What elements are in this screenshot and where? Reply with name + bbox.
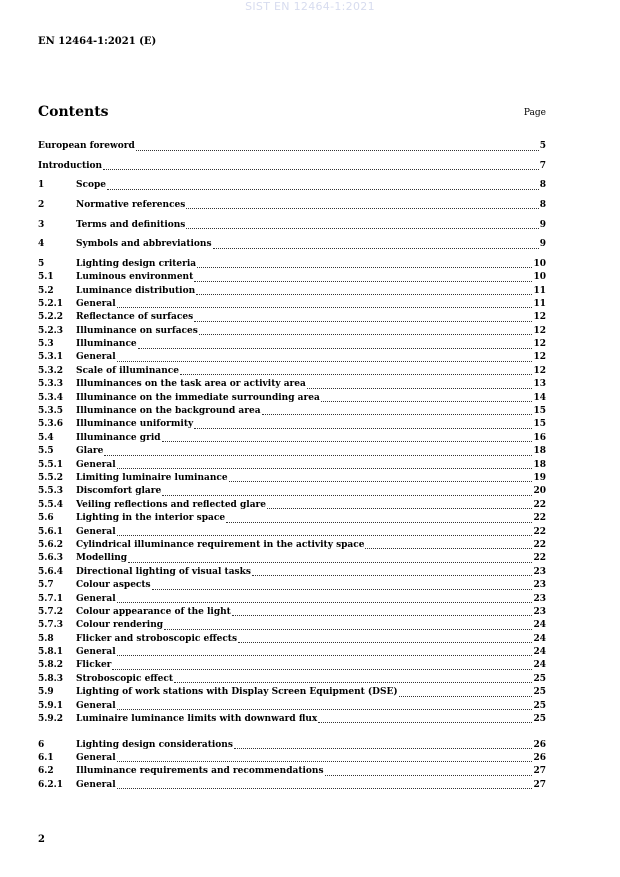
toc-entry-title: Luminaire luminance limits with downward flux [76, 714, 318, 725]
toc-entry-number: 5.8 [38, 633, 54, 644]
toc-entry-number: 5.2.3 [38, 325, 64, 336]
toc-entry-page: 9 [539, 219, 546, 230]
toc-entry-title: Stroboscopic effect [76, 673, 174, 684]
page-number: 2 [38, 834, 45, 845]
toc-entry-page: 5 [539, 141, 546, 152]
toc-entry-page: 24 [533, 647, 546, 658]
toc-entry-title: Flicker [76, 660, 112, 671]
toc-entry[interactable] [38, 779, 546, 792]
toc-entry-page: 20 [533, 486, 546, 497]
toc-entry-number: 5.8.1 [38, 647, 64, 658]
toc-entry-page: 27 [533, 766, 546, 777]
toc-dot-leader [117, 306, 533, 308]
toc-entry-number: 3 [38, 219, 45, 230]
toc-dot-leader [197, 266, 532, 268]
toc-entry-page: 9 [539, 239, 546, 250]
toc-entry[interactable] [38, 154, 546, 174]
toc-entry-page: 19 [533, 473, 546, 483]
toc-dot-leader [117, 601, 533, 603]
toc-entry[interactable] [38, 752, 546, 765]
toc-entry[interactable] [38, 232, 546, 252]
toc-entry-number: 6.1 [38, 753, 54, 764]
toc-entry-page: 23 [533, 566, 546, 577]
toc-dot-leader [174, 681, 532, 683]
toc-entry[interactable] [38, 405, 546, 418]
toc-entry[interactable] [38, 593, 546, 606]
toc-entry-number: 5.2 [38, 285, 54, 296]
toc-entry[interactable] [38, 418, 546, 431]
toc-entry[interactable] [38, 338, 546, 351]
toc-dot-leader [186, 207, 538, 209]
toc-entry-number: 5.1 [38, 272, 54, 283]
toc-entry-number: 5.9.1 [38, 700, 64, 711]
toc-dot-leader [117, 360, 533, 362]
toc-entry-title: Illuminances on the task area or activity area [76, 379, 306, 390]
toc-dot-leader [186, 227, 538, 229]
toc-entry[interactable] [38, 526, 546, 539]
toc-dot-leader [199, 333, 533, 335]
toc-dot-leader [164, 628, 532, 630]
toc-dot-leader [117, 760, 533, 762]
toc-dot-leader [117, 654, 533, 656]
toc-entry[interactable] [38, 472, 546, 485]
toc-entry-page: 26 [533, 739, 546, 750]
toc-entry-title: Illuminance requirements and recommendations [76, 766, 324, 777]
toc-entry-number: 4 [38, 239, 45, 250]
toc-entry[interactable] [38, 212, 546, 232]
toc-entry-title: Lighting design considerations [76, 739, 233, 750]
toc-entry[interactable] [38, 445, 546, 458]
toc-entry-number: 5.4 [38, 432, 54, 443]
toc-dot-leader [196, 293, 532, 295]
toc-entry-title: General [76, 459, 116, 470]
toc-entry-page: 18 [533, 446, 546, 457]
toc-entry-number: 5.6 [38, 513, 54, 524]
toc-entry[interactable] [38, 285, 546, 298]
toc-entry-number: 5.6.4 [38, 566, 64, 577]
toc-entry[interactable] [38, 193, 546, 213]
toc-entry-title: General [76, 298, 116, 309]
toc-entry[interactable] [38, 700, 546, 713]
toc-entry-title: Reflectance of surfaces [76, 312, 194, 323]
toc-dot-leader [238, 641, 532, 643]
toc-entry-page: 12 [533, 352, 546, 363]
toc-entry-number: 5.3.2 [38, 365, 64, 376]
table-of-contents [38, 134, 546, 792]
toc-entry-number: 5.2.2 [38, 312, 64, 323]
toc-entry[interactable] [38, 378, 546, 391]
toc-entry-number: 5.3 [38, 339, 54, 350]
toc-entry-title: General [76, 526, 116, 537]
toc-entry-number: 2 [38, 199, 45, 210]
toc-entry-number: 5.9.2 [38, 714, 64, 725]
toc-entry-page: 25 [533, 700, 546, 711]
toc-entry[interactable] [38, 686, 546, 699]
toc-dot-leader [162, 494, 532, 496]
toc-dot-leader [229, 480, 533, 482]
toc-dot-leader [307, 387, 533, 389]
toc-entry[interactable] [38, 633, 546, 646]
toc-entry-title: Lighting in the interior space [76, 513, 226, 524]
toc-entry-title: Veiling reflections and reflected glare [76, 499, 266, 510]
toc-entry-title: Flicker and stroboscopic effects [76, 633, 238, 644]
toc-entry-title: Illuminance [76, 339, 137, 350]
toc-entry-page: 25 [533, 687, 546, 698]
toc-entry-number: 5.3.1 [38, 352, 64, 363]
toc-entry[interactable] [38, 606, 546, 619]
toc-entry[interactable] [38, 713, 546, 726]
toc-entry[interactable] [38, 659, 546, 672]
toc-entry-title: Modelling [76, 553, 128, 564]
toc-entry-number: 5.8.3 [38, 673, 64, 684]
toc-entry-title: General [76, 700, 116, 711]
watermark-text: SIST EN 12464-1:2021 [245, 0, 375, 13]
toc-entry-page: 23 [533, 606, 546, 617]
toc-entry-page: 7 [539, 160, 546, 171]
toc-entry-title: European foreword [38, 141, 135, 152]
toc-entry-page: 23 [533, 593, 546, 604]
contents-heading: Contents [38, 104, 109, 120]
toc-entry-title: Introduction [38, 160, 103, 171]
toc-dot-leader [117, 534, 533, 536]
toc-entry-number: 6.2.1 [38, 779, 64, 790]
toc-entry-number: 5.6.3 [38, 553, 64, 564]
toc-entry[interactable] [38, 352, 546, 365]
toc-entry-number: 5 [38, 258, 45, 269]
toc-entry-title: Symbols and abbreviations [76, 239, 212, 250]
toc-entry[interactable] [38, 732, 546, 752]
toc-entry-number: 5.7.3 [38, 620, 64, 631]
page-column-label: Page [523, 108, 546, 118]
toc-entry-number: 5.3.3 [38, 379, 64, 390]
toc-entry-number: 5.6.2 [38, 539, 64, 550]
toc-entry[interactable] [38, 459, 546, 472]
toc-entry-number: 5.7 [38, 580, 54, 591]
toc-entry-title: Lighting of work stations with Display Screen Equipment (DSE) [76, 687, 398, 698]
toc-entry-number: 5.7.1 [38, 593, 64, 604]
toc-entry-title: Luminance distribution [76, 285, 196, 296]
toc-dot-leader [162, 440, 533, 442]
toc-dot-leader [138, 347, 533, 349]
toc-entry-page: 24 [533, 633, 546, 644]
toc-entry-number: 5.2.1 [38, 298, 64, 309]
toc-dot-leader [117, 787, 533, 789]
toc-entry-title: Discomfort glare [76, 486, 162, 497]
toc-entry-page: 22 [533, 499, 546, 510]
toc-entry-title: Illuminance uniformity [76, 419, 194, 430]
toc-dot-leader [234, 747, 533, 749]
toc-entry-page: 10 [533, 272, 546, 283]
toc-entry-title: Colour appearance of the light [76, 606, 231, 617]
toc-dot-leader [321, 400, 533, 402]
toc-entry-page: 12 [533, 312, 546, 323]
toc-entry-page: 26 [533, 753, 546, 764]
toc-entry[interactable] [38, 566, 546, 579]
toc-entry-page: 15 [533, 406, 546, 417]
toc-entry[interactable] [38, 512, 546, 525]
toc-entry[interactable] [38, 311, 546, 324]
toc-entry-page: 22 [533, 513, 546, 524]
document-identifier: EN 12464-1:2021 (E) [38, 36, 157, 47]
toc-dot-leader [117, 467, 533, 469]
toc-entry-title: Directional lighting of visual tasks [76, 566, 251, 577]
toc-entry-title: Cylindrical illuminance requirement in the activity space [76, 539, 365, 550]
toc-entry[interactable] [38, 134, 546, 154]
toc-entry[interactable] [38, 499, 546, 512]
toc-entry-page: 11 [533, 285, 546, 296]
toc-entry-page: 22 [533, 539, 546, 550]
toc-entry-title: Glare [76, 446, 104, 457]
toc-dot-leader [226, 521, 532, 523]
toc-entry-number: 6.2 [38, 766, 54, 777]
toc-entry-page: 11 [533, 298, 546, 309]
toc-dot-leader [107, 188, 539, 190]
toc-entry-page: 14 [533, 392, 546, 403]
toc-dot-leader [252, 574, 533, 576]
toc-dot-leader [262, 413, 533, 415]
toc-entry-number: 6 [38, 739, 45, 750]
toc-entry-number: 5.5.2 [38, 473, 64, 483]
toc-entry-page: 12 [533, 325, 546, 336]
toc-entry-title: Colour aspects [76, 580, 151, 591]
toc-entry[interactable] [38, 579, 546, 592]
toc-entry-number: 5.5 [38, 446, 54, 457]
toc-entry-page: 10 [533, 258, 546, 269]
toc-entry-title: Illuminance grid [76, 432, 161, 443]
toc-entry-page: 24 [533, 660, 546, 671]
toc-entry-number: 5.9 [38, 687, 54, 698]
toc-entry[interactable] [38, 432, 546, 445]
toc-entry[interactable] [38, 252, 546, 272]
toc-dot-leader [112, 668, 532, 670]
toc-entry[interactable] [38, 619, 546, 632]
toc-entry[interactable] [38, 298, 546, 311]
toc-entry-number: 5.3.5 [38, 406, 64, 417]
toc-entry-page: 25 [533, 673, 546, 684]
toc-entry-title: Colour rendering [76, 620, 164, 631]
toc-dot-leader [194, 427, 532, 429]
toc-entry-number: 5.6.1 [38, 526, 64, 537]
toc-entry-title: Lighting design criteria [76, 258, 197, 269]
toc-entry-page: 13 [533, 379, 546, 390]
toc-dot-leader [194, 280, 532, 282]
toc-entry-page: 27 [533, 779, 546, 790]
toc-entry-number: 5.5.3 [38, 486, 64, 497]
toc-entry-number: 5.3.6 [38, 419, 64, 430]
toc-dot-leader [128, 561, 532, 563]
toc-dot-leader [318, 721, 532, 723]
toc-entry-title: General [76, 593, 116, 604]
toc-entry[interactable] [38, 552, 546, 565]
toc-entry-title: Normative references [76, 199, 186, 210]
toc-entry-page: 15 [533, 419, 546, 430]
toc-entry[interactable] [38, 325, 546, 338]
toc-entry-title: Illuminance on the background area [76, 406, 261, 417]
toc-entry-page: 22 [533, 553, 546, 564]
toc-entry-page: 22 [533, 526, 546, 537]
toc-entry-title: Scope [76, 180, 107, 191]
toc-dot-leader [399, 695, 533, 697]
toc-entry-number: 5.5.4 [38, 499, 64, 510]
toc-entry-number: 1 [38, 180, 45, 191]
toc-entry-page: 23 [533, 580, 546, 591]
toc-entry[interactable] [38, 173, 546, 193]
toc-entry[interactable] [38, 392, 546, 405]
toc-dot-leader [232, 614, 533, 616]
toc-entry-title: General [76, 352, 116, 363]
toc-entry[interactable] [38, 646, 546, 659]
toc-entry[interactable] [38, 673, 546, 686]
toc-entry-title: General [76, 779, 116, 790]
toc-entry-number: 5.7.2 [38, 606, 64, 617]
toc-dot-leader [103, 168, 539, 170]
toc-entry-title: Luminous environment [76, 272, 194, 283]
toc-entry-page: 24 [533, 620, 546, 631]
toc-dot-leader [325, 774, 533, 776]
toc-dot-leader [267, 507, 532, 509]
toc-entry[interactable] [38, 765, 546, 778]
toc-entry[interactable] [38, 365, 546, 378]
toc-dot-leader [180, 373, 533, 375]
toc-dot-leader [365, 547, 532, 549]
toc-entry[interactable] [38, 485, 546, 498]
toc-entry-title: Scale of illuminance [76, 365, 179, 376]
toc-entry-number: 5.8.2 [38, 660, 64, 671]
toc-dot-leader [117, 708, 533, 710]
toc-dot-leader [104, 454, 532, 456]
toc-entry-page: 25 [533, 714, 546, 725]
toc-dot-leader [213, 247, 539, 249]
toc-entry-page: 16 [533, 432, 546, 443]
toc-entry-title: General [76, 647, 116, 658]
toc-entry-number: 5.5.1 [38, 459, 64, 470]
toc-entry-title: Illuminance on surfaces [76, 325, 198, 336]
toc-entry-title: Limiting luminaire luminance [76, 473, 228, 483]
toc-entry[interactable] [38, 271, 546, 284]
toc-entry-title: Terms and definitions [76, 219, 186, 230]
toc-entry-title: Illuminance on the immediate surrounding area [76, 392, 320, 403]
toc-dot-leader [136, 149, 539, 151]
toc-entry-page: 8 [539, 180, 546, 191]
toc-entry-page: 18 [533, 459, 546, 470]
toc-entry[interactable] [38, 539, 546, 552]
toc-entry-page: 12 [533, 339, 546, 350]
toc-entry-page: 12 [533, 365, 546, 376]
toc-entry-title: General [76, 753, 116, 764]
toc-entry-page: 8 [539, 199, 546, 210]
toc-dot-leader [152, 588, 533, 590]
toc-entry-number: 5.3.4 [38, 392, 64, 403]
toc-dot-leader [194, 320, 532, 322]
